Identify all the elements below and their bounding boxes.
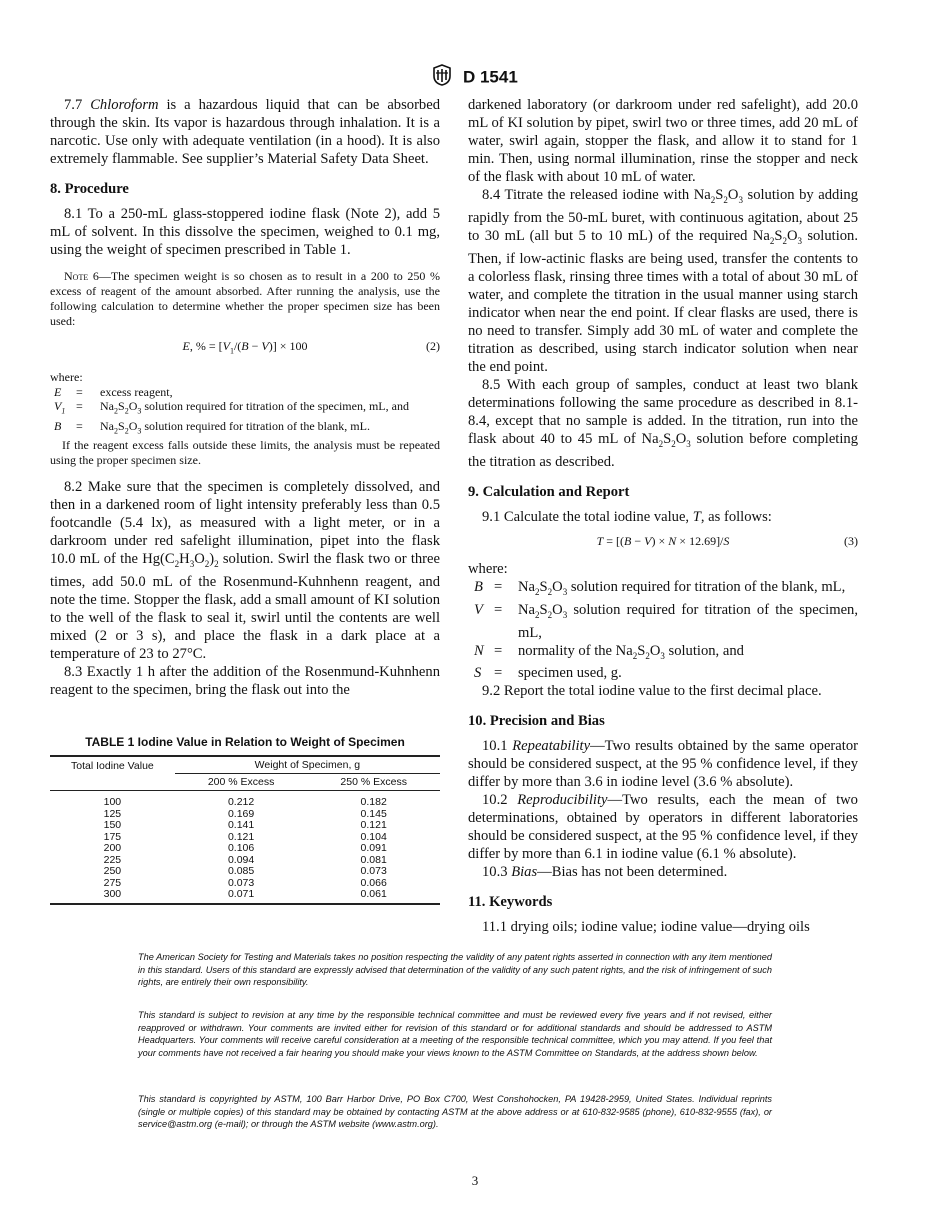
section-10-1: 10.1 Repeatability—Two results obtained by the same operator should be considered suspect, at the 95 % confidence level, if they differ by more than 3.6 in iodine level (3.6 % absolute). — [468, 738, 858, 791]
table-row — [50, 797, 440, 809]
table-caption: TABLE 1 Iodine Value in Relation to Weight of Specimen — [85, 735, 405, 749]
cell-200-excess: 0.169 — [227, 807, 255, 820]
section-10-3: 10.3 Bias—Bias has not been determined. — [482, 864, 728, 881]
footer-copyright-notice: This standard is copyrighted by ASTM, 100 Barr Harbor Drive, PO Box C700, West Conshohocken, PA 19428-2959, United States. Individual reprints (single or multiple copies) of this standard may be obtained by contacting ASTM at the above address or at 610-832-9585 (phone), 610-832-9555 (fax), or service@astm.org (e-mail); or through the ASTM website (www.astm.org). — [138, 1094, 772, 1129]
cell-iodine-value: 250 — [103, 865, 122, 877]
where-row: S = specimen used, g. — [474, 665, 622, 682]
section-8-4: 8.4 Titrate the released iodine with $Na_2S_2O_3$ solution by adding rapidly from the 50-mL buret, with continuous agitation, about 25 to 30 mL (all but 5 to 10 mL) of the required $Na_2S_2O_3$ solution. Then, if low-actinic flasks are being used, transfer the contents to a colorless flask, rinsing three times with a total of about 30 mL of water, and complete the titration in the usual manner using starch indicator when near the end point. If clear flasks are used, there is no need to transfer. Simply add 30 mL of water and complete the titration as described, using starch indicator solution when near the end point. — [468, 187, 859, 375]
equation-2-body: E, % = $[V_1/(B - V)] \times 100$ — [182, 339, 308, 356]
equation-3-number: (3) — [844, 533, 858, 548]
cell-200-excess: 0.094 — [227, 853, 255, 866]
cell-250-excess: 0.081 — [360, 853, 387, 866]
col-header-iodine: Total Iodine Value — [71, 760, 154, 772]
where-block-2 — [468, 560, 858, 683]
cell-200-excess: 0.121 — [227, 830, 255, 843]
where-label: where: — [50, 370, 83, 385]
equation-2 — [50, 337, 440, 360]
cell-200-excess: 0.106 — [227, 842, 255, 854]
cell-iodine-value: 300 — [103, 888, 122, 900]
cell-200-excess: 0.141 — [227, 819, 255, 831]
section-11-heading: 11. Keywords — [468, 894, 553, 911]
note-6: Note 6—The specimen weight is so chosen as to result in a 200 to 250 % excess of reagent of the amount absorbed. After running the analysis, use the following calculation to determine whether the proper specimen size has been used: — [50, 269, 440, 328]
cell-iodine-value: 150 — [103, 819, 122, 831]
cell-iodine-value: 125 — [103, 807, 122, 820]
cell-250-excess: 0.061 — [360, 888, 387, 900]
cell-iodine-value: 225 — [103, 853, 122, 866]
page-header — [0, 64, 950, 91]
right-column — [468, 96, 858, 936]
footer-patent-notice: The American Society for Testing and Materials takes no position respecting the validity of any patent rights asserted in connection with any item mentioned in this standard. Users of this standard are expressly advised that determination of the validity of any such patent rights, and the risk of infringement of such rights, are entirely their own responsibility. — [138, 952, 772, 987]
left-column — [50, 96, 440, 699]
cell-200-excess: 0.073 — [227, 876, 255, 889]
equation-3 — [468, 532, 858, 550]
cell-iodine-value: 200 — [103, 842, 122, 854]
section-7-7: 7.7 Chloroform is a hazardous liquid that can be absorbed through the skin. Its vapor is hazardous through inhalation. It is a narcotic. Use only with adequate ventilation (in a hood). It is also extremely flammable. See supplier’s Material Safety Data Sheet. — [50, 97, 441, 167]
where-row: E = excess reagent, — [54, 385, 173, 400]
where-row: $V_1$ = $Na_2S_2O_3$ solution required for titration of the specimen, mL, and — [54, 399, 409, 416]
section-8-3-continued: darkened laboratory (or darkroom under red safelight), add 20.0 mL of KI solution by pipet, swirl two or three times, add 20 mL of water, swirl again, stopper the flask, and allow it to stand for 1 min. Then, using normal illumination, rinse the stopper and neck of the flask with about 10 mL of water. — [468, 97, 858, 185]
equation-3-body: T = [(B − V) × N × 12.69]/S — [596, 533, 730, 548]
cell-250-excess: 0.091 — [360, 842, 387, 854]
cell-iodine-value: 175 — [103, 830, 122, 843]
table-row — [50, 889, 440, 901]
table-row — [50, 820, 440, 832]
astm-logo-icon — [432, 64, 452, 91]
cell-250-excess: 0.073 — [360, 865, 387, 877]
cell-200-excess: 0.212 — [227, 796, 255, 808]
section-9-1: 9.1 Calculate the total iodine value, T, as follows: — [482, 508, 772, 525]
section-9-heading: 9. Calculation and Report — [468, 483, 630, 500]
section-11-1: 11.1 drying oils; iodine value; iodine value—drying oils — [482, 919, 810, 936]
section-8-5: 8.5 With each group of samples, conduct at least two blank determinations following the same procedure as described in 8.1-8.4, except that no sample is added. In the titration, run into the flask about 40 to 45 mL of $Na_2S_2O_3$ solution before completing the titration as described. — [468, 376, 858, 470]
table-row — [50, 843, 440, 855]
col-header-200: 200 % Excess — [207, 776, 275, 788]
where-row: B = $Na_2S_2O_3$ solution required for titration of the blank, mL. — [54, 418, 370, 436]
note-6-conclusion: If the reagent excess falls outside these limits, the analysis must be repeated using the proper specimen size. — [50, 438, 440, 468]
where-label: where: — [468, 560, 508, 577]
footer-revision-notice: This standard is subject to revision at any time by the responsible technical committee and must be reviewed every five years and if not revised, either reapproved or withdrawn. Your comments are invited either for revision of this standard or for additional standards and should be addressed to ASTM Headquarters. Your comments will receive careful consideration at a meeting of the responsible technical committee, which you may attend. If you feel that your comments have not received a fair hearing you should make your views known to the ASTM Committee on Standards, at the address shown below. — [138, 1010, 772, 1058]
page-number: 3 — [471, 1173, 479, 1188]
section-8-1: 8.1 To a 250-mL glass-stoppered iodine flask (Note 2), add 5 mL of solvent. In this dissolve the specimen, weighed to 0.1 mg, using the weight of specimen prescribed in Table 1. — [50, 206, 440, 258]
cell-iodine-value: 275 — [103, 876, 122, 889]
group-header-weight: Weight of Specimen, g — [175, 756, 440, 774]
where-row: B = $Na_2S_2O_3$ solution required for titration of the blank, mL, — [474, 578, 846, 597]
cell-250-excess: 0.182 — [360, 796, 387, 808]
cell-iodine-value: 100 — [103, 796, 122, 808]
where-row: V = $Na_2S_2O_3$ solution required for titration of the specimen, mL, — [474, 601, 858, 641]
cell-250-excess: 0.145 — [360, 807, 387, 820]
col-header-250: 250 % Excess — [340, 776, 407, 788]
table-row — [50, 866, 440, 878]
cell-250-excess: 0.104 — [360, 830, 387, 843]
section-8-2: 8.2 Make sure that the specimen is completely dissolved, and then in a darkened room of light intensity preferably less than 0.5 footcandle (5.4 lx), as measured with a light meter, or in a darkroom under red safelight illumination, pipet into the flask 10.0 mL of the $Hg(C_2H_3O_2)_2$ solution. Swirl the flask two or three times, add 50.0 mL of the Rosenmund-Kuhnhenn reagent, and note the time. Stopper the flask, add a small amount of KI solution to the well of the flask to seal it, swirl until the contents are well mixed (2 or 3 s), and place the flask in a dark place at a temperature of 23 to 27°C. — [50, 479, 440, 663]
cell-250-excess: 0.066 — [360, 876, 387, 889]
cell-200-excess: 0.085 — [227, 865, 255, 877]
where-row: N = normality of the $Na_2S_2O_3$ solution, and — [474, 642, 744, 661]
section-10-heading: 10. Precision and Bias — [468, 713, 605, 730]
table-1 — [50, 735, 440, 905]
designation: D 1541 — [462, 67, 518, 87]
section-8-3: 8.3 Exactly 1 h after the addition of the Rosenmund-Kuhnhenn reagent to the specimen, bring the flask out into the — [50, 664, 440, 699]
section-9-2: 9.2 Report the total iodine value to the first decimal place. — [482, 683, 822, 700]
where-block-1 — [50, 370, 440, 438]
cell-250-excess: 0.121 — [360, 819, 387, 831]
cell-200-excess: 0.071 — [227, 888, 255, 900]
section-8-heading: 8. Procedure — [50, 181, 129, 197]
equation-2-number: (2) — [426, 339, 440, 353]
section-10-2: 10.2 Reproducibility—Two results, each the mean of two determinations, obtained by operators in different laboratories should be considered suspect, at the 95 % confidence level, if they differ by more than 6.1 in iodine value (6.1 % absolute). — [468, 792, 858, 863]
